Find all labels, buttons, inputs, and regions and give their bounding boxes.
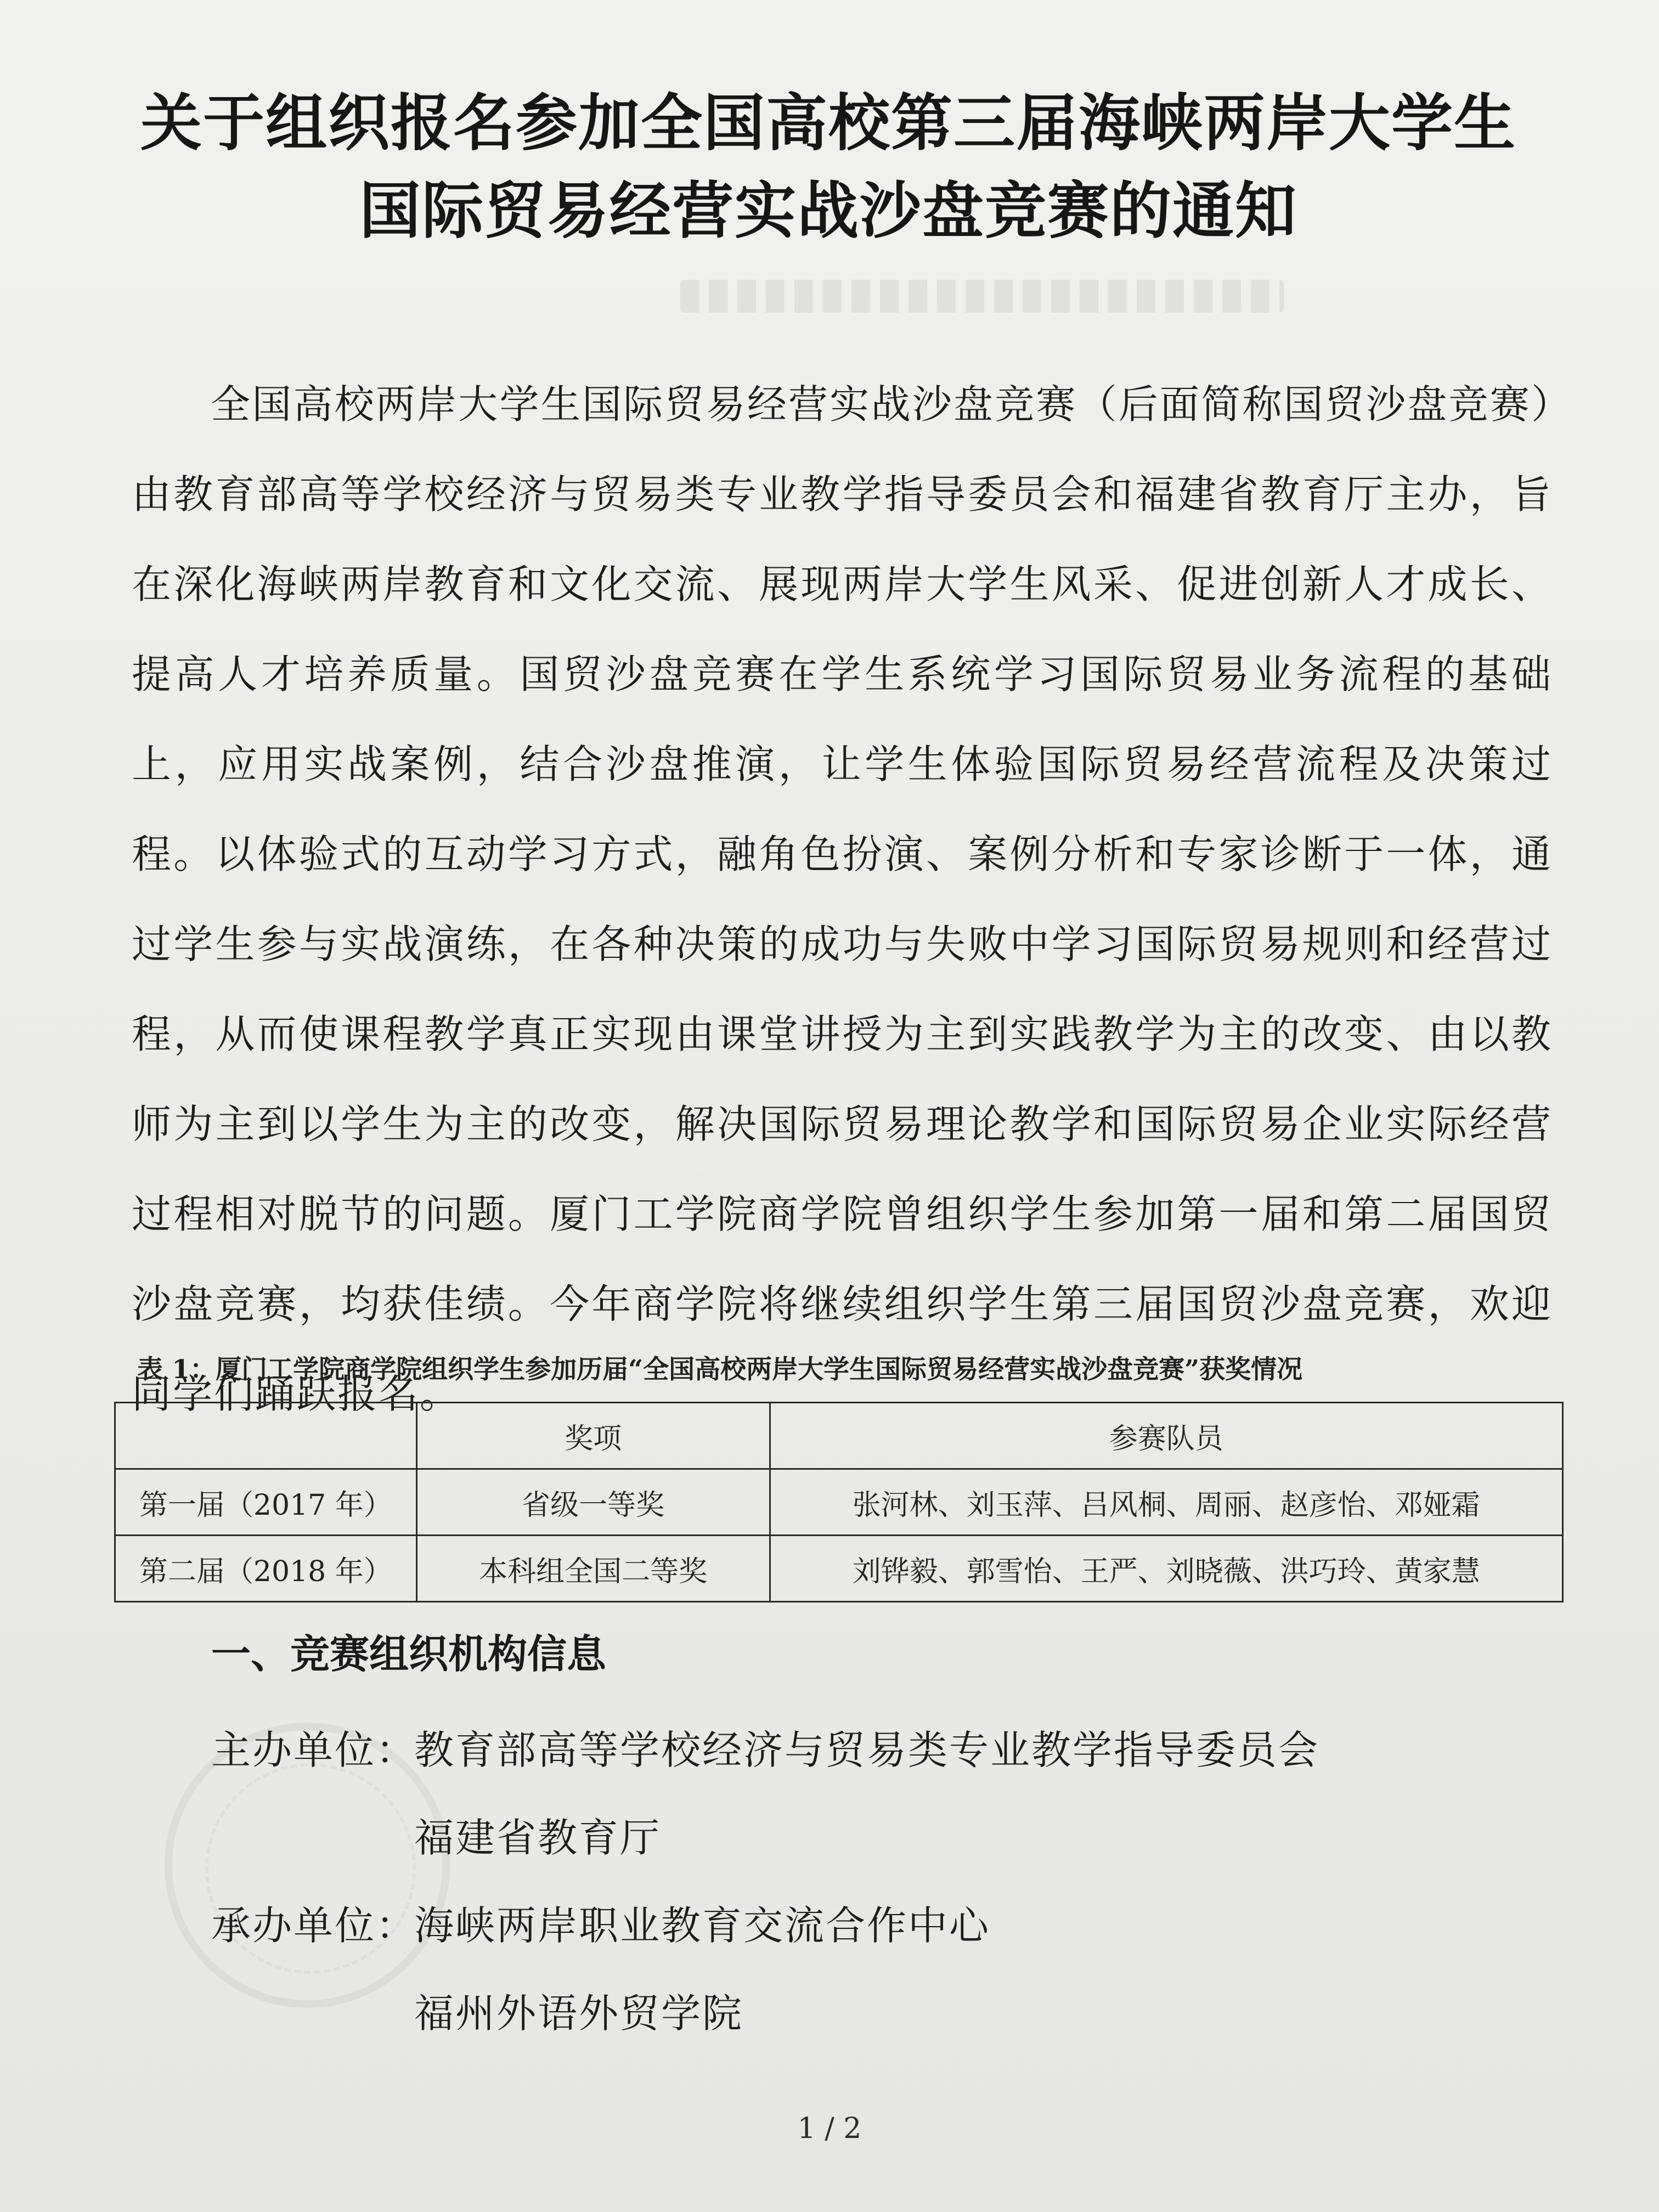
organizer-2: 福州外语外贸学院	[414, 1990, 744, 2036]
bleed-through-text	[680, 280, 1284, 313]
table-row	[115, 1469, 1563, 1536]
awards-table	[114, 1402, 1564, 1602]
table-header-cell: 奖项	[416, 1403, 770, 1469]
table-header-cell: 参赛队员	[770, 1403, 1562, 1469]
table-cell-members: 张河林、刘玉萍、吕风桐、周丽、赵彦怡、邓娅霜	[770, 1469, 1562, 1536]
host-organization-1: 教育部高等学校经济与贸易类专业教学指导委员会	[414, 1727, 1320, 1773]
host-label: 主办单位：	[211, 1727, 417, 1773]
section-heading: 一、竞赛组织机构信息	[211, 1631, 607, 1677]
table-cell-edition: 第二届（2018 年）	[115, 1536, 417, 1602]
table-cell-edition: 第一届（2017 年）	[115, 1469, 417, 1536]
table-cell-award: 省级一等奖	[416, 1469, 770, 1536]
table-cell-members: 刘铧毅、郭雪怡、王严、刘晓薇、洪巧玲、黄家慧	[770, 1536, 1562, 1602]
host-organization-2: 福建省教育厅	[414, 1815, 662, 1861]
intro-paragraph: 全国高校两岸大学生国际贸易经营实战沙盘竞赛（后面简称国贸沙盘竞赛）由教育部高等学校经济与贸易类专业教学指导委员会和福建省教育厅主办，旨在深化海峡两岸教育和文化交流、展现两岸大学生风采、促进创新人才成长、提高人才培养质量。国贸沙盘竞赛在学生系统学习国际贸易业务流程的基础上，应用实战案例，结合沙盘推演，让学生体验国际贸易经营流程及决策过程。以体验式的互动学习方式，融角色扮演、案例分析和专家诊断于一体，通过学生参与实战演练，在各种决策的成功与失败中学习国际贸易规则和经营过程，从而使课程教学真正实现由课堂讲授为主到实践教学为主的改变、由以教师为主到以学生为主的改变，解决国际贸易理论教学和国际贸易企业实际经营过程相对脱节的问题。厦门工学院商学院曾组织学生参加第一届和第二届国贸沙盘竞赛，均获佳绩。今年商学院将继续组织学生第三届国贸沙盘竞赛，欢迎同学们踊跃报名。	[132, 381, 1553, 1417]
organizer-label: 承办单位：	[211, 1903, 417, 1949]
organizer-1: 海峡两岸职业教育交流合作中心	[414, 1903, 991, 1949]
page-number: 1 / 2	[797, 2112, 862, 2145]
table-header-row	[115, 1403, 1563, 1469]
table-row	[115, 1536, 1563, 1602]
table-caption: 表 1：厦门工学院商学院组织学生参加历届“全国高校两岸大学生国际贸易经营实战沙盘竞赛”获奖情况	[137, 1355, 1303, 1385]
table-header-cell	[115, 1403, 417, 1469]
document-title-line-1: 关于组织报名参加全国高校第三届海峡两岸大学生	[140, 88, 1516, 159]
document-title-line-2: 国际贸易经营实战沙盘竞赛的通知	[359, 176, 1297, 247]
table-cell-award: 本科组全国二等奖	[416, 1536, 770, 1602]
